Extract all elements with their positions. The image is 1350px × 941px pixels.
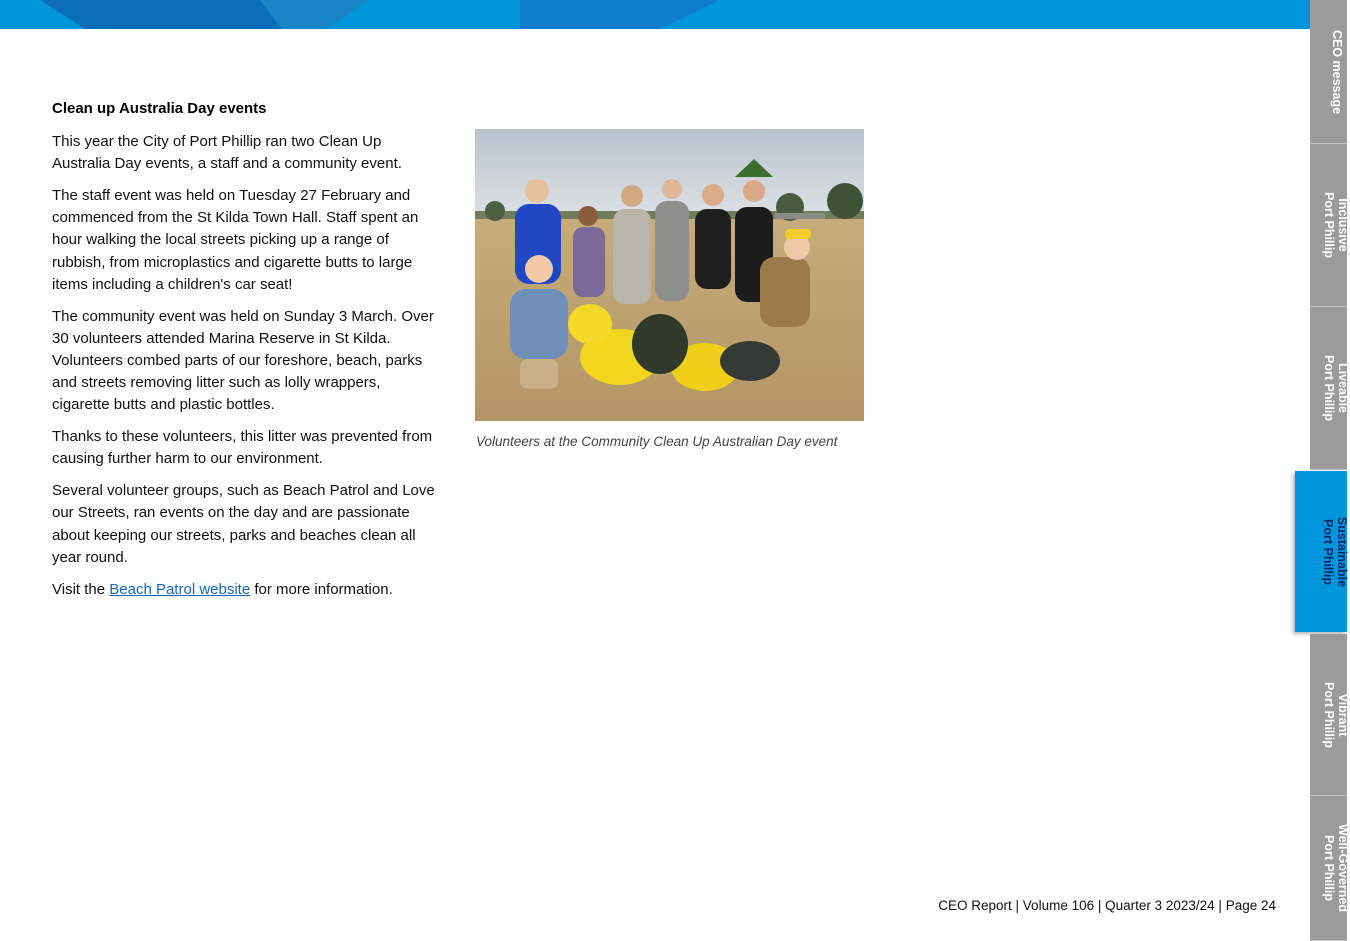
page-footer: CEO Report | Volume 106 | Quarter 3 2023/24 | Page 24 (938, 898, 1276, 913)
beach-patrol-link[interactable]: Beach Patrol website (109, 580, 251, 598)
paragraph: Several volunteer groups, such as Beach Patrol and Love our Streets, ran events on the day and are passionate about keeping our streets, parks and beaches clean all year round. (52, 482, 435, 566)
tab-sustainable[interactable] (1295, 471, 1347, 632)
tab-label: CEO message (1330, 29, 1344, 114)
photo-caption: Volunteers at the Community Clean Up Australian Day event (476, 434, 838, 449)
banner-decoration (520, 0, 720, 29)
tab-label: Sustainable Port Phillip (1321, 516, 1349, 587)
tab-vibrant[interactable] (1310, 634, 1350, 796)
paragraph: The staff event was held on Tuesday 27 February and commenced from the St Kilda Town Hall. Staff spent an hour walking the local streets picking up a range of rubbish, from microplastics and cigarette butts to large items including a children's car seat! (52, 187, 419, 293)
top-banner (0, 0, 1310, 29)
visit-text-after: for more information. (250, 580, 393, 598)
paragraph: This year the City of Port Phillip ran two Clean Up Australia Day events, a staff and a community event. (52, 133, 402, 173)
tab-label: Well-Governed Port Phillip (1322, 824, 1350, 912)
tab-label: Inclusive Port Phillip (1322, 192, 1350, 258)
tab-liveable[interactable] (1310, 307, 1350, 470)
visit-text-before: Visit the (52, 580, 110, 598)
article-body (52, 131, 438, 610)
section-heading: Clean up Australia Day events (52, 100, 267, 117)
paragraph: Thanks to these volunteers, this litter was prevented from causing further harm to our environment. (52, 428, 433, 468)
visit-paragraph (52, 579, 438, 601)
tab-ceo-message[interactable] (1310, 0, 1347, 144)
tab-label: Liveable Port Phillip (1322, 355, 1350, 421)
volunteers-photo (475, 129, 864, 421)
tab-well-governed[interactable] (1310, 796, 1350, 941)
paragraph: The community event was held on Sunday 3 March. Over 30 volunteers attended Marina Reserve in St Kilda. Volunteers combed parts of our foreshore, beach, parks and streets removing litter such as lolly wrappers, cigarette butts and plastic bottles. (52, 307, 434, 414)
tab-inclusive[interactable] (1310, 144, 1350, 307)
tab-label: Vibrant Port Phillip (1322, 681, 1350, 748)
